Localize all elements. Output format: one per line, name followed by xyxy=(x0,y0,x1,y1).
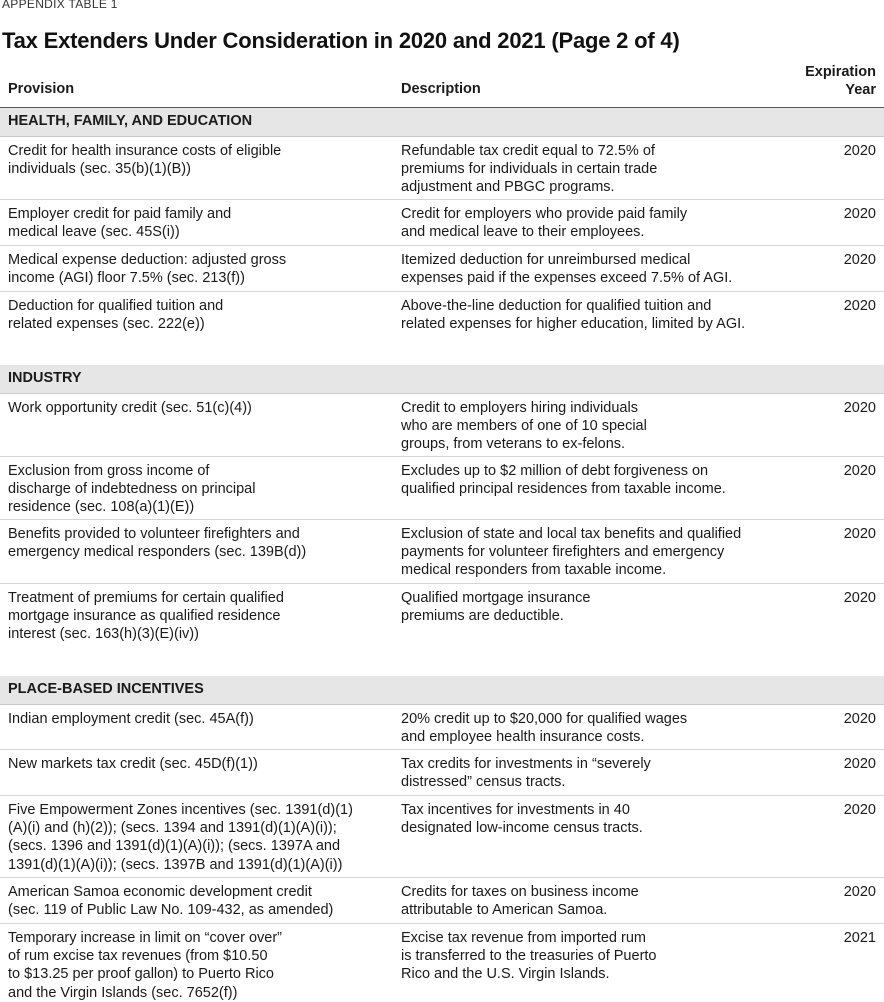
provision-cell: Five Empowerment Zones incentives (sec. 1391(d)(1) (A)(i) and (h)(2)); (secs. 1394 and 1391(d)(1)(A)(i)); (secs. 1396 and 1391(d)(1)(A)(i)); (secs. 1397A and 1391(d)(1)(A)(i)); (secs. 1397B and 1391(d)(1)(A)(i)) xyxy=(8,802,353,873)
description-cell: Above-the-line deduction for qualified tuition and related expenses for higher education, limited by AGI. xyxy=(401,298,746,333)
year-cell: 2020 xyxy=(843,802,876,818)
year-cell: 2021 xyxy=(843,930,876,946)
description-cell: Qualified mortgage insurance premiums are deductible. xyxy=(401,590,591,625)
section-title: INDUSTRY xyxy=(8,370,82,386)
table-row xyxy=(0,200,884,246)
table-row xyxy=(0,137,884,200)
table-row xyxy=(0,394,884,457)
page-title: Tax Extenders Under Consideration in 2020 and 2021 (Page 2 of 4) xyxy=(2,28,680,53)
description-cell: Tax credits for investments in “severely distressed” census tracts. xyxy=(401,756,651,791)
section-header-place-based xyxy=(0,676,884,705)
section-title: PLACE-BASED INCENTIVES xyxy=(8,681,204,697)
column-header-description: Description xyxy=(401,81,481,97)
year-cell: 2020 xyxy=(843,143,876,159)
year-cell: 2020 xyxy=(843,252,876,268)
description-cell: Credit to employers hiring individuals who are members of one of 10 special groups, from veterans to ex-felons. xyxy=(401,400,647,453)
description-cell: Refundable tax credit equal to 72.5% of premiums for individuals in certain trade adjustment and PBGC programs. xyxy=(401,143,658,196)
year-cell: 2020 xyxy=(843,206,876,222)
section-header-industry xyxy=(0,365,884,394)
table-row xyxy=(0,750,884,796)
year-cell: 2020 xyxy=(843,884,876,900)
provision-cell: Deduction for qualified tuition and related expenses (sec. 222(e)) xyxy=(8,298,224,333)
year-cell: 2020 xyxy=(843,526,876,542)
table-row xyxy=(0,924,884,1000)
table-row xyxy=(0,457,884,520)
section-title: HEALTH, FAMILY, AND EDUCATION xyxy=(8,113,253,129)
description-cell: Credits for taxes on business income attributable to American Samoa. xyxy=(401,884,639,919)
table-row xyxy=(0,584,884,676)
provision-cell: Employer credit for paid family and medical leave (sec. 45S(i)) xyxy=(8,206,232,241)
provision-cell: American Samoa economic development credit (sec. 119 of Public Law No. 109-432, as amended) xyxy=(8,884,334,919)
provision-cell: Work opportunity credit (sec. 51(c)(4)) xyxy=(8,400,252,416)
table-row xyxy=(0,878,884,924)
year-cell: 2020 xyxy=(843,590,876,606)
column-header-provision: Provision xyxy=(8,81,75,97)
year-cell: 2020 xyxy=(843,756,876,772)
provision-cell: Credit for health insurance costs of eligible individuals (sec. 35(b)(1)(B)) xyxy=(8,143,282,178)
description-cell: Tax incentives for investments in 40 designated low-income census tracts. xyxy=(401,802,643,837)
description-cell: Excludes up to $2 million of debt forgiveness on qualified principal residences from taxable income. xyxy=(401,463,726,498)
year-cell: 2020 xyxy=(843,711,876,727)
table-row xyxy=(0,520,884,584)
provision-cell: Treatment of premiums for certain qualified mortgage insurance as qualified residence interest (sec. 163(h)(3)(E)(iv)) xyxy=(8,590,284,643)
provision-cell: Temporary increase in limit on “cover over” of rum excise tax revenues (from $10.50 to $13.25 per proof gallon) to Puerto Rico and the Virgin Islands (sec. 7652(f)) xyxy=(8,930,282,1001)
table-row xyxy=(0,292,884,364)
year-cell: 2020 xyxy=(843,400,876,416)
provision-cell: New markets tax credit (sec. 45D(f)(1)) xyxy=(8,756,258,772)
description-cell: Excise tax revenue from imported rum is transferred to the treasuries of Puerto Rico and the U.S. Virgin Islands. xyxy=(401,930,657,983)
year-cell: 2020 xyxy=(843,298,876,314)
provision-cell: Indian employment credit (sec. 45A(f)) xyxy=(8,711,254,727)
table-header xyxy=(0,62,884,108)
column-header-expiration-year: Expiration Year xyxy=(805,64,876,98)
description-cell: Itemized deduction for unreimbursed medical expenses paid if the expenses exceed 7.5% of AGI. xyxy=(401,252,733,287)
description-cell: 20% credit up to $20,000 for qualified wages and employee health insurance costs. xyxy=(401,711,688,746)
provision-cell: Benefits provided to volunteer firefighters and emergency medical responders (sec. 139B(d)) xyxy=(8,526,307,561)
provision-cell: Medical expense deduction: adjusted gross income (AGI) floor 7.5% (sec. 213(f)) xyxy=(8,252,287,287)
table-row xyxy=(0,705,884,750)
provision-cell: Exclusion from gross income of discharge of indebtedness on principal residence (sec. 108(a)(1)(E)) xyxy=(8,463,256,516)
table-row xyxy=(0,246,884,292)
section-header-health xyxy=(0,108,884,137)
appendix-label: APPENDIX TABLE 1 xyxy=(2,0,118,11)
table-row xyxy=(0,796,884,878)
description-cell: Credit for employers who provide paid family and medical leave to their employees. xyxy=(401,206,688,241)
description-cell: Exclusion of state and local tax benefits and qualified payments for volunteer firefighters and emergency medical responders from taxable income. xyxy=(401,526,742,579)
year-cell: 2020 xyxy=(843,463,876,479)
